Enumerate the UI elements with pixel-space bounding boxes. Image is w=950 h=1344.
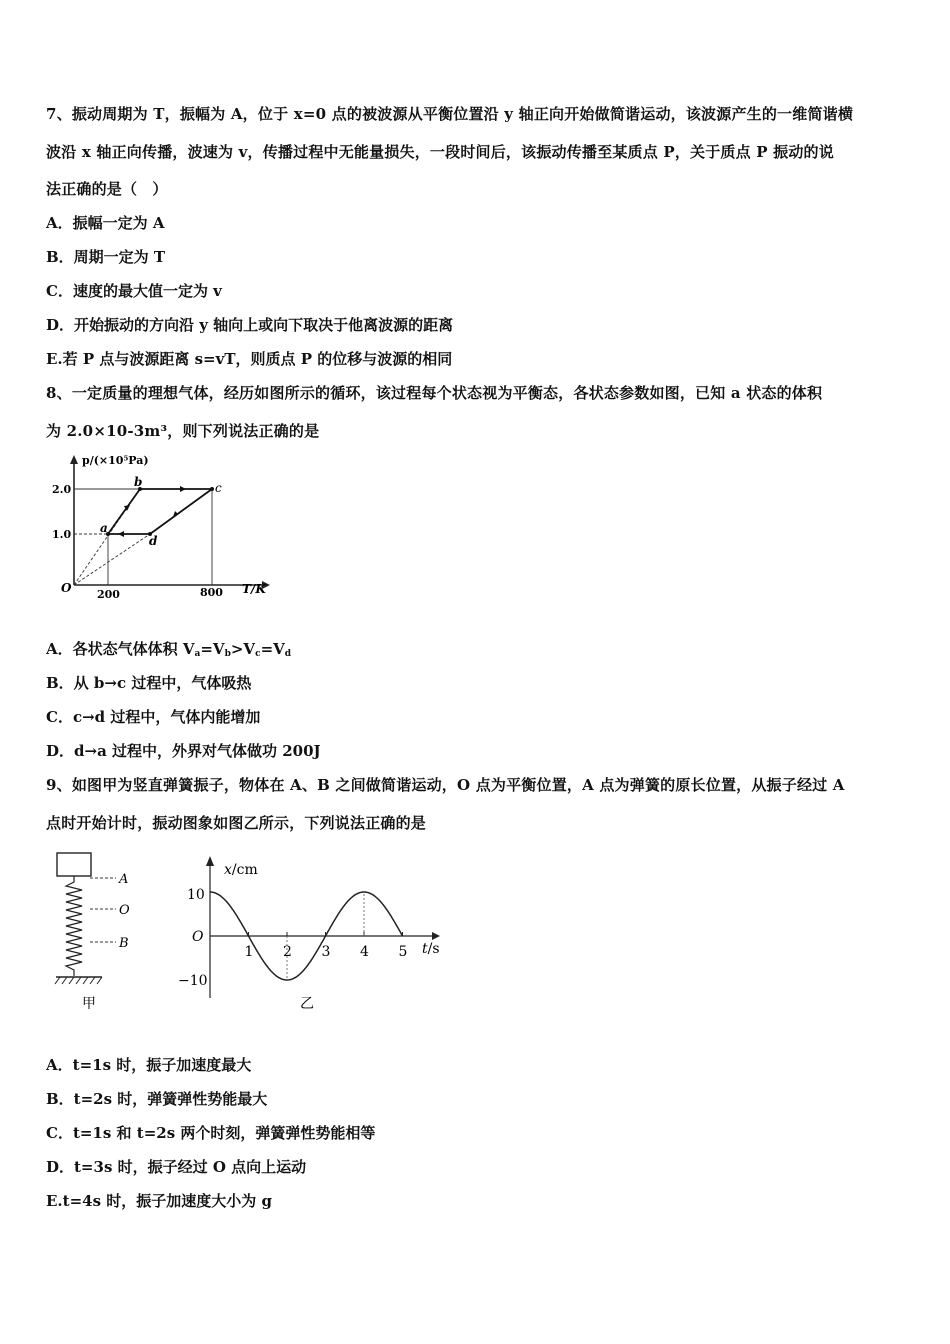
q9-label-b: B — [119, 936, 129, 951]
q9-t-axis-arrow — [432, 932, 440, 940]
q9-spring — [66, 876, 82, 976]
q9-option-a: A．t=1s 时，振子加速度最大 — [46, 1056, 252, 1074]
q9-xtick-label: 1 — [244, 944, 254, 960]
q9-caption-jia: 甲 — [82, 996, 96, 1012]
q9-stem-line-2: 点时开始计时，振动图象如图乙所示，下列说法正确的是 — [46, 814, 427, 832]
q7-stem-line-2: 波沿 x 轴正向传播，波速为 v，传播过程中无能量损失，一段时间后，该振动传播至某质点 P，关于质点 P 振动的说 — [46, 143, 834, 161]
q8-label-b: b — [134, 475, 143, 489]
q8-option-b: B．从 b→c 过程中，气体吸热 — [46, 674, 252, 692]
q7-option-a: A．振幅一定为 A — [46, 214, 165, 232]
q8-xlabel: T/K — [242, 582, 266, 596]
q8-label-d: d — [149, 534, 158, 548]
q8-label-a: a — [100, 521, 108, 535]
q9-ytick-pos: 10 — [187, 887, 205, 903]
q8-ylabel: p/(×10⁵Pa) — [82, 454, 149, 467]
q8-label-c: c — [215, 481, 222, 495]
q7-stem-line-3: 法正确的是（ ） — [46, 180, 168, 198]
q7-option-d: D．开始振动的方向沿 y 轴向上或向下取决于他离波源的距离 — [46, 316, 454, 334]
q9-spring-diagram — [48, 848, 158, 1018]
q7-option-b: B．周期一定为 T — [46, 248, 166, 266]
q7-option-e: E.若 P 点与波源距离 s=vT，则质点 P 的位移与波源的相同 — [46, 350, 453, 368]
q8-stem-line-1: 8、一定质量的理想气体，经历如图所示的循环，该过程每个状态视为平衡态，各状态参数如图，已知 a 状态的体积 — [46, 384, 823, 402]
q9-ground-hatch — [55, 977, 102, 984]
q8-xtick-200: 200 — [97, 588, 120, 601]
q9-xtick-label: 4 — [360, 944, 369, 960]
q8-origin: O — [61, 581, 72, 595]
q8-process-ab — [108, 489, 140, 534]
q8-option-d: D．d→a 过程中，外界对气体做功 200J — [46, 742, 321, 760]
q9-option-d: D．t=3s 时，振子经过 O 点向上运动 — [46, 1158, 307, 1176]
q9-ylabel: x/cm — [224, 862, 258, 878]
q8-isochore-cd — [74, 534, 150, 585]
q8-process-cd — [150, 489, 212, 534]
q9-xtick-label: 5 — [398, 944, 408, 960]
q9-ytick-neg: −10 — [178, 973, 208, 989]
q8-pt-diagram — [52, 450, 272, 605]
q9-option-e: E.t=4s 时，振子加速度大小为 g — [46, 1192, 272, 1210]
q8-ytick-1: 1.0 — [52, 528, 72, 541]
q8-option-c: C．c→d 过程中，气体内能增加 — [46, 708, 261, 726]
q9-xtick-label: 3 — [321, 944, 331, 960]
q8-ytick-2: 2.0 — [52, 483, 72, 496]
q9-mass-block — [57, 853, 91, 876]
q8-xtick-800: 800 — [200, 586, 223, 599]
q9-stem-line-1: 9、如图甲为竖直弹簧振子，物体在 A、B 之间做简谐运动，O 点为平衡位置，A 点为弹簧的原长位置，从振子经过 A — [46, 776, 845, 794]
q9-xt-graph — [170, 848, 450, 1018]
q9-caption-yi: 乙 — [300, 996, 314, 1012]
q9-label-a: A — [119, 872, 129, 887]
q9-origin: O — [192, 929, 204, 945]
q8-stem-line-2: 为 2.0×10-3m³，则下列说法正确的是 — [46, 422, 320, 440]
q8-arrow-bc — [180, 486, 186, 492]
q8-arrow-da — [118, 531, 124, 537]
q8-state-c — [210, 487, 214, 491]
q9-xtick-label: 2 — [283, 944, 292, 960]
q7-option-c: C．速度的最大值一定为 v — [46, 282, 222, 300]
q7-stem-line-1: 7、振动周期为 T，振幅为 A，位于 x=0 点的被波源从平衡位置沿 y 轴正向开始做简谐运动，该波源产生的一维简谐横 — [46, 105, 854, 123]
q9-label-o: O — [119, 903, 130, 918]
q9-option-b: B．t=2s 时，弹簧弹性势能最大 — [46, 1090, 268, 1108]
q9-xlabel: t/s — [422, 941, 440, 957]
q9-x-axis-arrow — [206, 856, 214, 866]
q9-option-c: C．t=1s 和 t=2s 两个时刻，弹簧弹性势能相等 — [46, 1124, 376, 1142]
q8-option-a: A．各状态气体体积 $V_a=V_b>V_c=V_d$ — [46, 640, 292, 659]
q8-y-axis-arrow — [70, 455, 78, 464]
